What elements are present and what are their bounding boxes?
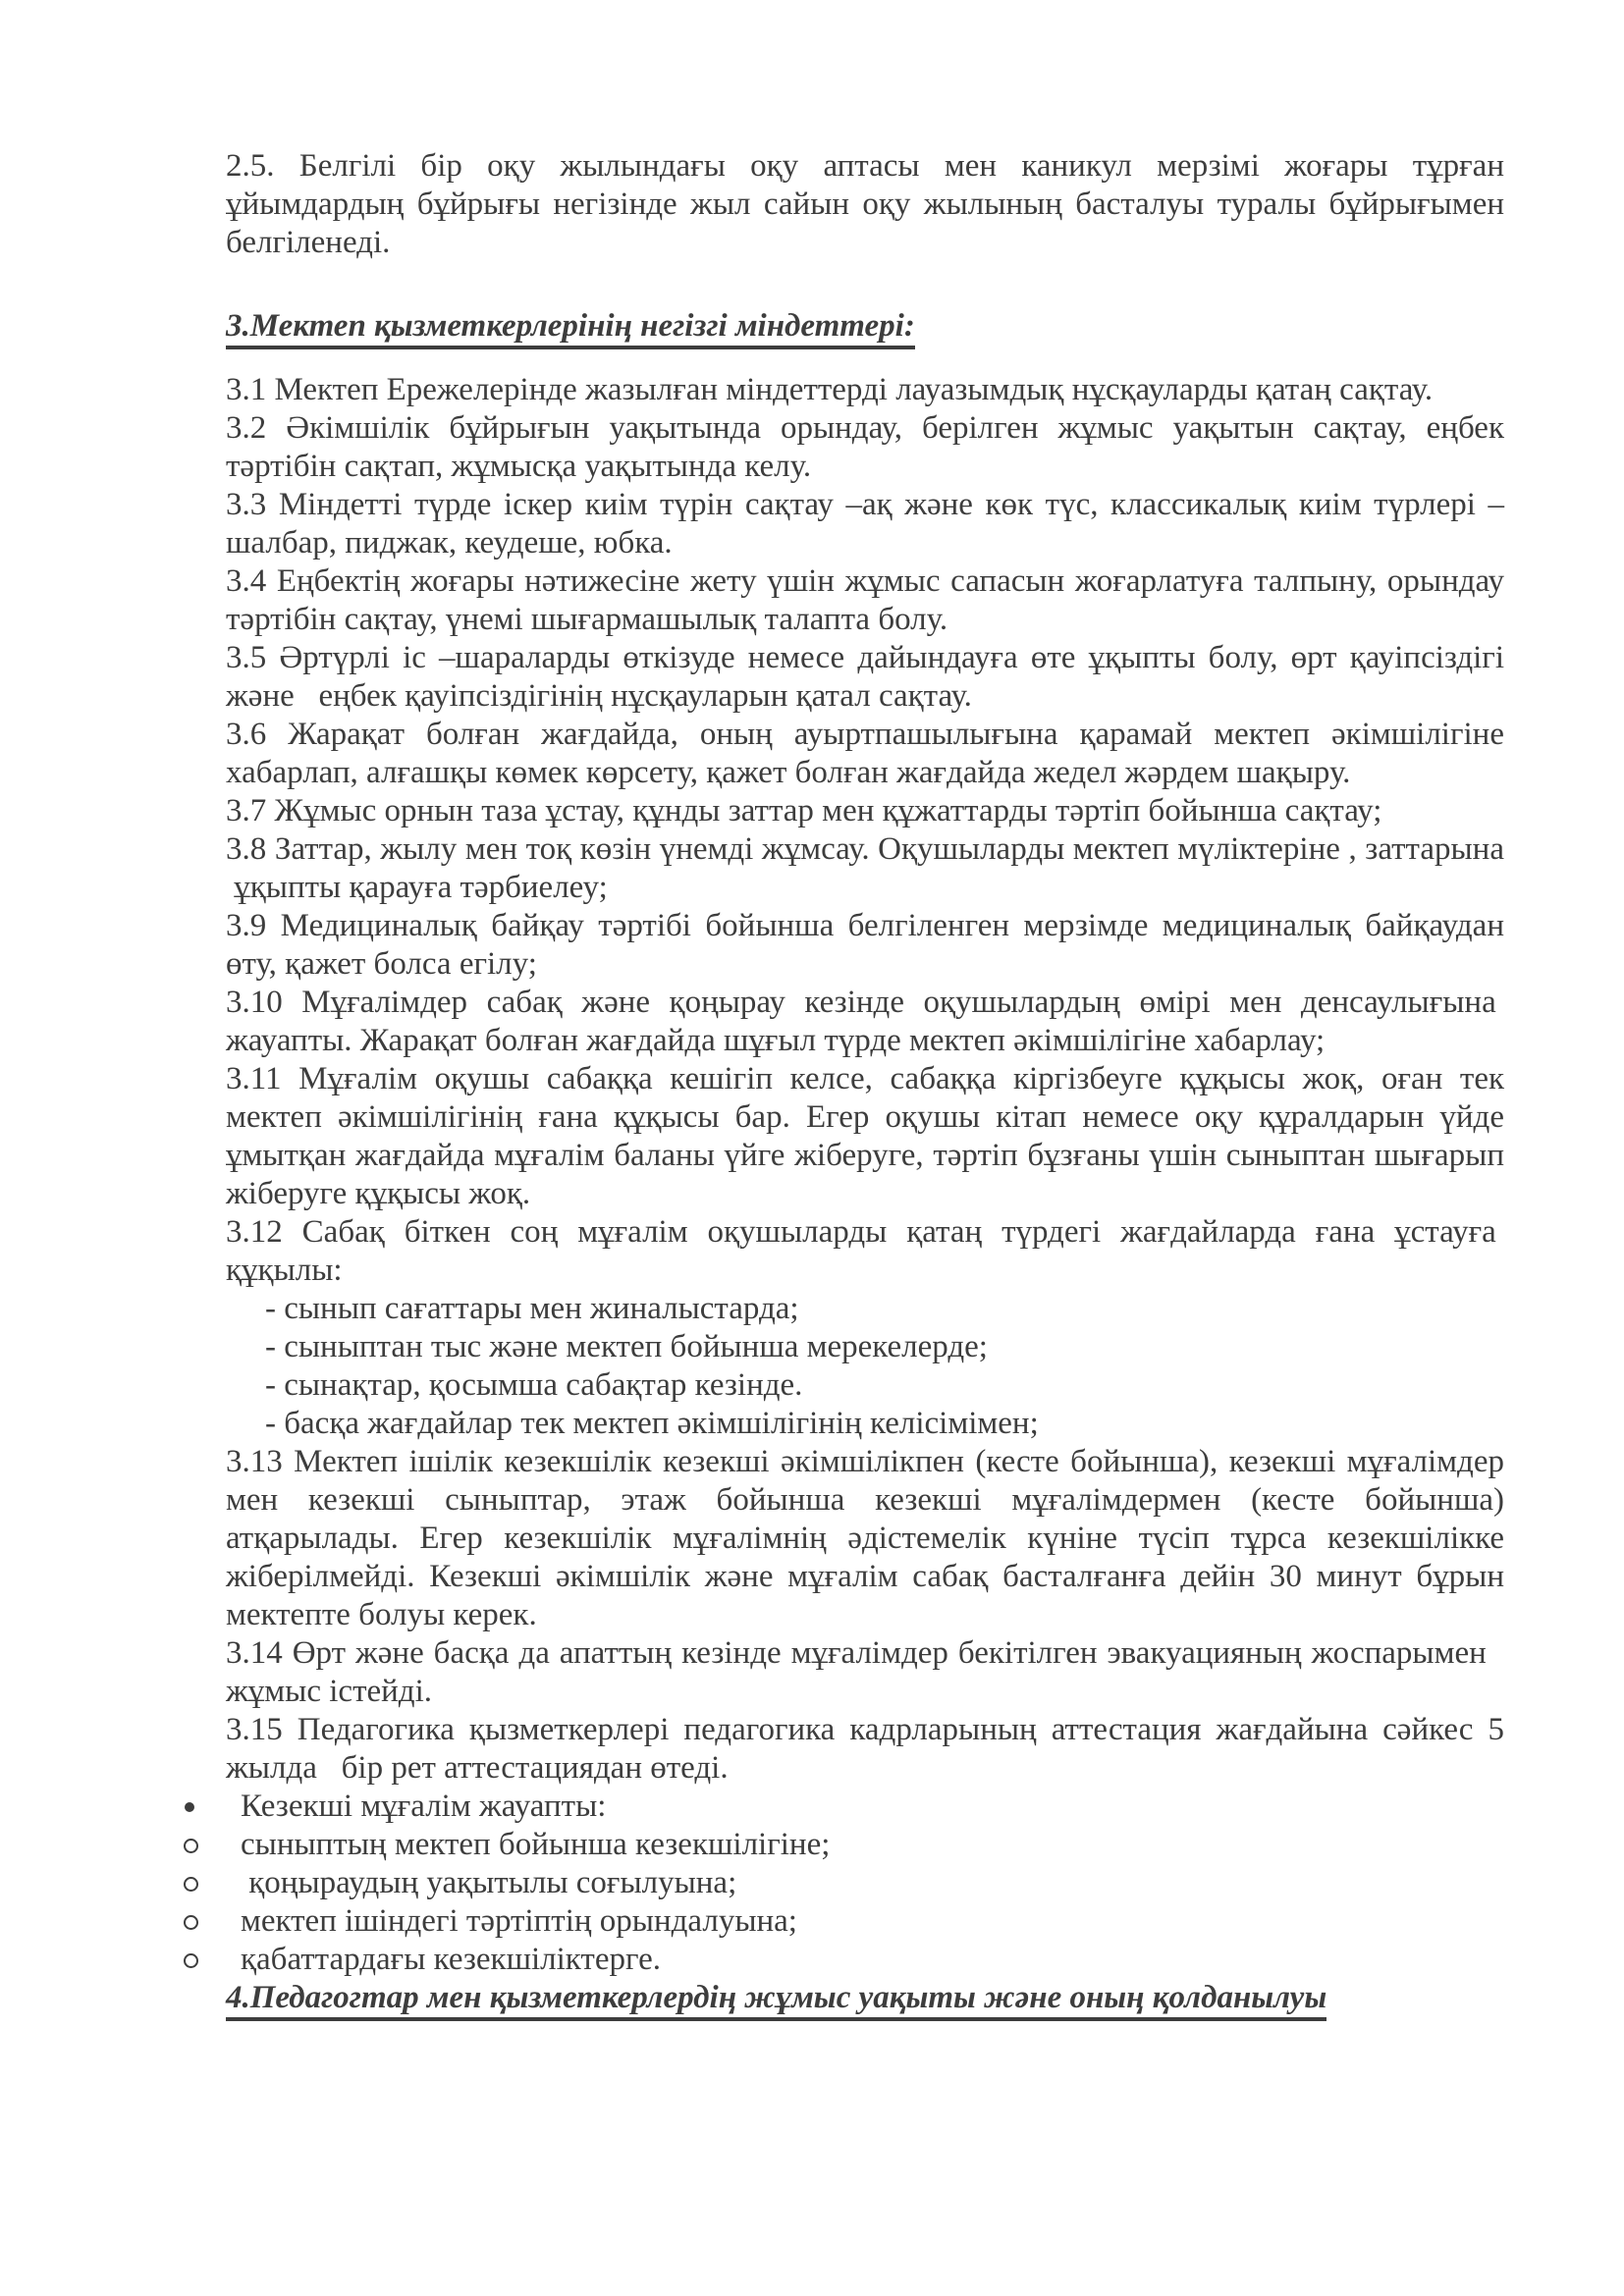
clause-3-13: 3.13 Мектеп ішілік кезекшілік кезекші әкімшілікпен (кесте бойынша), кезекші мұғалімдер мен кезекші сыныптар, этаж бойынша кезекші мұғалімдермен (кесте бойынша) атқарылады. Егер кезекшілік мұғалімнің әдістемелік күніне түсіп тұрса кезекшілікке жіберілмейді. Кезекші әкімшілік және мұғалім сабақ басталғанға дейін 30 минут бұрын мектепте болуы керек. [226,1444,1504,1632]
sublist-item: - басқа жағдайлар тек мектеп әкімшілігінің келісімімен; [265,1406,1039,1441]
bullet-circle-icon [184,1953,198,1968]
clause-3-1: 3.1 Мектеп Ережелерінде жазылған міндеттерді лауазымдық нұсқауларды қатаң сақтау. [226,372,1434,407]
clause-3-12-sublist [226,1290,1504,1443]
sublist-item: - сынып сағаттары мен жиналыстарда; [265,1291,799,1326]
clause-3-15: 3.15 Педагогика қызметкерлері педагогика кадрларының аттестация жағдайына сәйкес 5 жылда бір рет аттестациядан өтеді. [226,1712,1504,1786]
section-4-heading [226,1979,1504,2017]
clause-3-9: 3.9 Медициналық байқау тәртібі бойынша белгіленген мерзімде медициналық байқаудан өту, қажет болса егілу; [226,908,1504,982]
duty-list-item-row [226,1902,1504,1941]
duty-list-item: қабаттардағы кезекшіліктерге. [241,1942,661,1977]
section-4-heading-text: 4.Педагогтар мен қызметкерлердің жұмыс уақыты және оның қолданылуы [226,1980,1326,2021]
duty-list [226,1788,1504,1979]
clause-3-11: 3.11 Мұғалім оқушы сабаққа кешігіп келсе, сабаққа кіргізбеуге құқысы жоқ, оған тек мектеп әкімшілігінің ғана құқысы бар. Егер оқушы кітап немесе оқу құралдарын үйде ұмытқан жағдайда мұғалім баланы үйге жіберуге, тәртіп бұзғаны үшін сыныптан шығарып жіберуге құқысы жоқ. [226,1061,1504,1211]
duty-list-item: сыныптың мектеп бойынша кезекшілігіне; [241,1827,831,1862]
duty-list-item-row [226,1941,1504,1979]
duty-list-title-row [226,1788,1504,1826]
duty-list-item-row [226,1864,1504,1902]
clause-3-14: 3.14 Өрт және басқа да апаттың кезінде мұғалімдер бекітілген эвакуацияның жоспарымен жұмыс істейді. [226,1635,1504,1709]
section-3-heading [226,307,1504,346]
bullet-circle-icon [184,1839,198,1853]
clause-3-5: 3.5 Әртүрлі іс –шараларды өткізуде немесе дайындауға өте ұқыпты болу, өрт қауіпсіздігі және еңбек қауіпсіздігінің нұсқауларын қатал сақтау. [226,640,1504,714]
duty-list-item: мектеп ішіндегі тәртіптің орындалуына; [241,1903,797,1939]
duty-list-item: қоңыраудың уақытылы соғылуына; [241,1865,737,1900]
clause-3-2: 3.2 Әкімшілік бұйрығын уақытында орындау, берілген жұмыс уақытын сақтау, еңбек тәртібін сақтап, жұмысқа уақытында келу. [226,410,1504,484]
bullet-circle-icon [184,1877,198,1892]
clause-3-3: 3.3 Міндетті түрде іскер киім түрін сақтау –ақ және көк түс, классикалық киім түрлері – шалбар, пиджак, кеудеше, юбка. [226,487,1504,561]
clause-3-4: 3.4 Еңбектің жоғары нәтижесіне жету үшін жұмыс сапасын жоғарлатуға талпыну, орындау тәртібін сақтау, үнемі шығармашылық талапта болу. [226,563,1504,637]
duty-list-title: Кезекші мұғалім жауапты: [241,1789,607,1824]
duty-list-item-row [226,1826,1504,1864]
clause-3-10: 3.10 Мұғалімдер сабақ және қоңырау кезінде оқушылардың өмірі мен денсаулығына жауапты. Жарақат болған жағдайда шұғыл түрде мектеп әкімшілігіне хабарлау; [226,985,1504,1058]
sublist-item: - сыныптан тыс және мектеп бойынша мерекелерде; [265,1329,988,1364]
clause-3-12: 3.12 Сабақ біткен соң мұғалім оқушыларды қатаң түрдегі жағдайларда ғана ұстауға құқылы: [226,1214,1504,1288]
paragraph-2-5: 2.5. Белгілі бір оқу жылындағы оқу аптасы мен каникул мерзімі жоғары тұрған ұйымдардың бұйрығы негізінде жыл сайын оқу жылының басталуы туралы бұйрығымен белгіленеді. [226,148,1504,260]
bullet-dot-icon [185,1802,194,1812]
section-3-heading-text: 3.Мектеп қызметкерлерінің негізгі міндеттері: [226,308,915,349]
document-body [226,147,1504,2017]
clause-3-8: 3.8 Заттар, жылу мен тоқ көзін үнемді жұмсау. Оқушыларды мектеп мүліктеріне , заттарына ұқыпты қарауға тәрбиелеу; [226,831,1504,905]
clause-3-7: 3.7 Жұмыс орнын таза ұстау, құнды заттар мен құжаттарды тәртіп бойынша сақтау; [226,793,1382,828]
sublist-item: - сынақтар, қосымша сабақтар кезінде. [265,1367,803,1403]
bullet-circle-icon [184,1915,198,1930]
clause-3-6: 3.6 Жарақат болған жағдайда, оның ауыртпашылығына қарамай мектеп әкімшілігіне хабарлап, алғашқы көмек көрсету, қажет болған жағдайда жедел жәрдем шақыру. [226,717,1504,790]
